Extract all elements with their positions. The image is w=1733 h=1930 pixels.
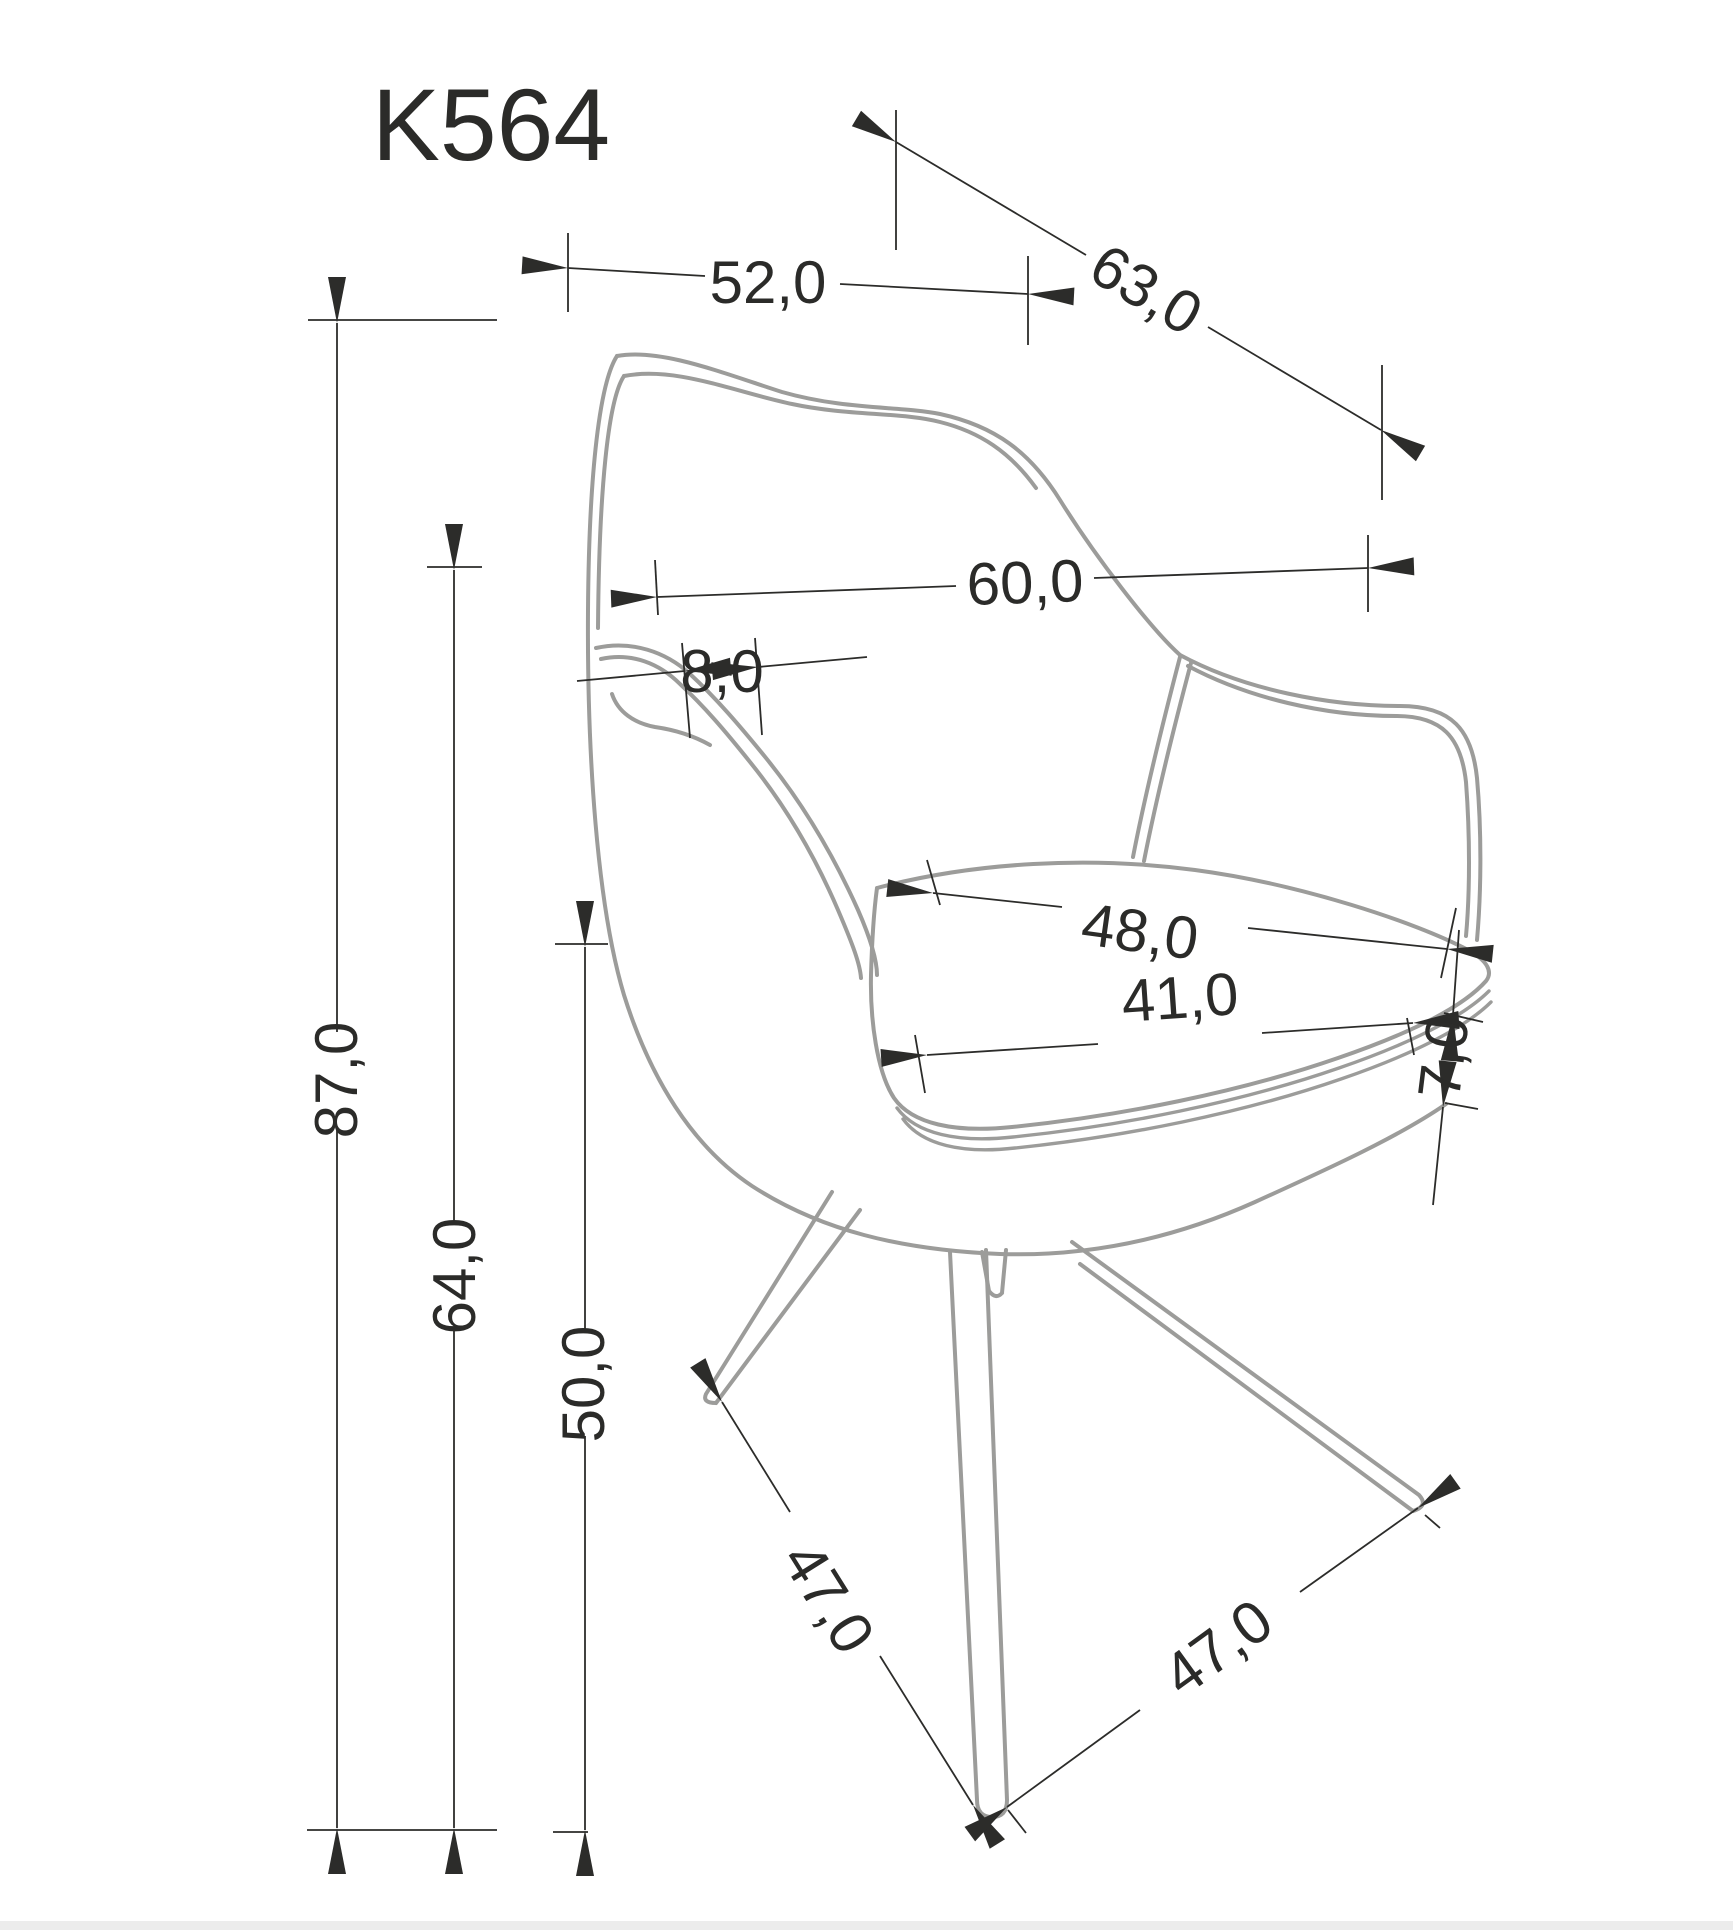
page-edge-strip	[0, 1921, 1733, 1930]
dim-label-armrest-height: 64,0	[421, 1217, 488, 1335]
dim-label-cushion-thickness: 7,0	[1405, 1011, 1482, 1103]
dim-48-a	[933, 893, 1062, 907]
chair-back-left-and-shell-outline	[588, 356, 1446, 1254]
chair-right-armrest-inner	[1188, 666, 1469, 936]
dim-48-b	[1248, 928, 1447, 949]
ext-60-left	[655, 560, 658, 615]
labels	[303, 68, 1482, 1709]
dim-47-side-a	[1300, 1508, 1418, 1592]
dim-60-a	[657, 586, 956, 597]
dimension-lines	[337, 142, 1459, 1830]
dim-8-b	[758, 657, 867, 667]
dim-label-seat-width-outer: 48,0	[1077, 890, 1203, 973]
chair-leg-front-left	[705, 1192, 860, 1403]
chair-leg-front-center	[950, 1250, 1007, 1817]
dim-63-b	[1208, 327, 1381, 430]
dim-label-seat-height: 50,0	[550, 1325, 617, 1443]
chair-leg-right	[1072, 1242, 1423, 1511]
dim-47-front-b	[880, 1656, 973, 1805]
dim-41-b	[1262, 1023, 1413, 1033]
tick-48-left	[927, 860, 940, 905]
dim-63-a	[896, 142, 1086, 255]
dim-7-b	[1433, 1107, 1443, 1205]
tick-47-right-foot	[1425, 1515, 1440, 1528]
page-title: K564	[371, 68, 611, 182]
chair-back-piping-top	[624, 374, 1036, 488]
dim-label-seat-width-inner: 41,0	[1119, 960, 1241, 1035]
dim-47-front-a	[722, 1402, 790, 1512]
dim-label-leg-span-side: 47,0	[1150, 1586, 1285, 1710]
dim-label-total-depth: 63,0	[1078, 230, 1214, 349]
dim-41-a	[927, 1044, 1098, 1055]
dim-52-a	[568, 268, 705, 276]
dim-label-back-width: 60,0	[965, 546, 1085, 619]
dim-label-total-height: 87,0	[303, 1021, 370, 1139]
chair-left-armrest-inner	[601, 657, 861, 978]
dim-60-b	[1094, 568, 1368, 578]
dim-label-armrest-thickness: 8,0	[680, 638, 764, 705]
dim-label-leg-span-front: 47,0	[769, 1530, 888, 1666]
dim-label-back-top-width: 52,0	[709, 249, 827, 316]
tick-47-center-foot	[1008, 1810, 1026, 1833]
dim-47-side-b	[1007, 1710, 1140, 1807]
extension-lines	[307, 110, 1483, 1833]
tick-7-bottom	[1445, 1103, 1478, 1109]
dimension-graphics	[307, 110, 1483, 1833]
chair-back-top-edge	[617, 354, 1180, 655]
dim-52-b	[840, 284, 1028, 294]
chair-right-seam	[1133, 657, 1191, 861]
tick-41-left	[915, 1035, 925, 1093]
